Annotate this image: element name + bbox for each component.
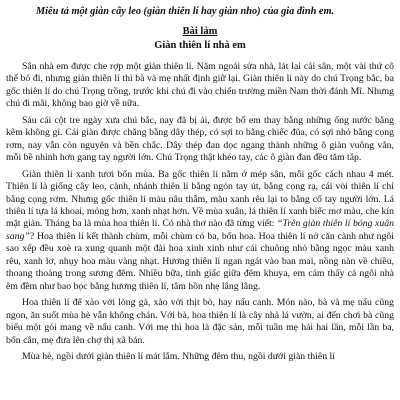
assignment-prompt: Miêu tả một giàn cây leo (giàn thiên lí hay giàn nho) của gia đình em. [36, 6, 335, 17]
paragraph-1 [6, 61, 394, 111]
poem-quote: “Trên giàn thiên lí bóng xuân sang” [6, 218, 394, 242]
section-title: Bài làm [182, 26, 218, 37]
paragraph-4 [6, 297, 394, 347]
paragraph-5-text: Mùa hè, ngồi dưới giàn thiên lí mát lắm. Những đêm thu, ngồi dưới giàn thiên lí [22, 350, 335, 362]
paragraph-4-text: Hoa thiên lí để xào với lòng gà, xào với thịt bò, hay nấu canh. Món nào, bà và mẹ nấu cũng ngon, ăn suốt mùa hè vẫn không chán. Với bà, hoa thiên lí là cây nhà lá vườn, ai đến chơi bà cũng biếu một gói mang về nấu canh. Với mẹ thì hoa là đặc sản, mỗi tuần mẹ hái hai lần, mỗi lần ba, bốn cân, mẹ đưa lên chợ thị xã bán. [6, 297, 394, 346]
paragraph-3 [6, 169, 394, 294]
paragraph-2-text: Sáu cái cột tre ngày xưa chú bắc, nay đã bị ải, được bố em thay bằng những ống nước bằng kẽm không gỉ. Cái giàn được chăng bằng dây thép, có sợi to bằng chiếc đũa, có sợi nhỏ bằng cọng rơm, nay vẫn còn nguyên và bền chắc. Dây thép đan dọc ngang thành những ô giàn vuông vắn, mỗi bề nhỉnh hơn gang tay người lớn. Chú Trọng thật khéo tay, các ô giàn đan đều tăm tắp. [6, 114, 394, 164]
paragraph-3-text: Giàn thiên lí xanh tươi bốn mùa. Ba gốc thiên lí nằm ở mép sân, mỗi gốc cách nhau 4 mét. Thiên lí là giống cây leo, cành, nhánh thiên lí bằng ngón tay út, bằng cọng rạ, cái vòi thiên lí chỉ bằng cọng rơm. Nhưng gốc thiên lí màu nâu thẫm, màu xanh rêu lại to bằng cổ tay người lớn. Lá thiên lí tựa lá khoai, mỏng hơn, xanh nhạt hơn. Về mùa xuân, lá thiên lí xanh biếc mơ màu, che kín mặt giàn. Tháng ba là mùa hoa thiên lí. Có nhà thơ nào đã từng viết: [6, 168, 394, 230]
paragraph-2 [6, 115, 394, 165]
paragraph-3-text-after: ? Hoa thiên lí kết thành chùm, mỗi chùm có ba, bốn hoa. Hoa thiên lí nở căn cành như ngôi sao xếp đều xoè ra xung quanh một đài hoa xinh xinh như cái chuông nhỏ bằng ngọc màu xanh rêu, xanh lơ, nhụy hoa màu vàng nhạt. Hương thiên lí ngan ngát vào ban mai, nồng nàn về chiều, thoang thoảng trong sương đêm. Nhiều bữa, tinh giấc giữa đêm khuya, em cảm thấy cả ngôi nhà êm đềm như bao bọc bằng hương thiên lí, tâm hồn nhẹ lâng lâng. [6, 230, 394, 292]
paragraph-1-text: Sân nhà em được che rợp một giàn thiên lí. Năm ngoái sửa nhà, lát lại cái sân, một vài thứ cô thể bỏ đi, nhưng giàn thiên lí thì bà và mẹ nhất định giữ lại. Giàn thiên lí này do chú Trọng bắc, ba gốc thiên lí do chú Trọng trồng, trước khi chú đi vào chiến trường miền Nam thời đánh Mĩ. Nhưng chú đi mãi, không bao giờ về nữa. [6, 61, 394, 110]
essay-title: Giàn thiên lí nhà em [154, 39, 246, 51]
paragraph-5 [6, 351, 394, 363]
